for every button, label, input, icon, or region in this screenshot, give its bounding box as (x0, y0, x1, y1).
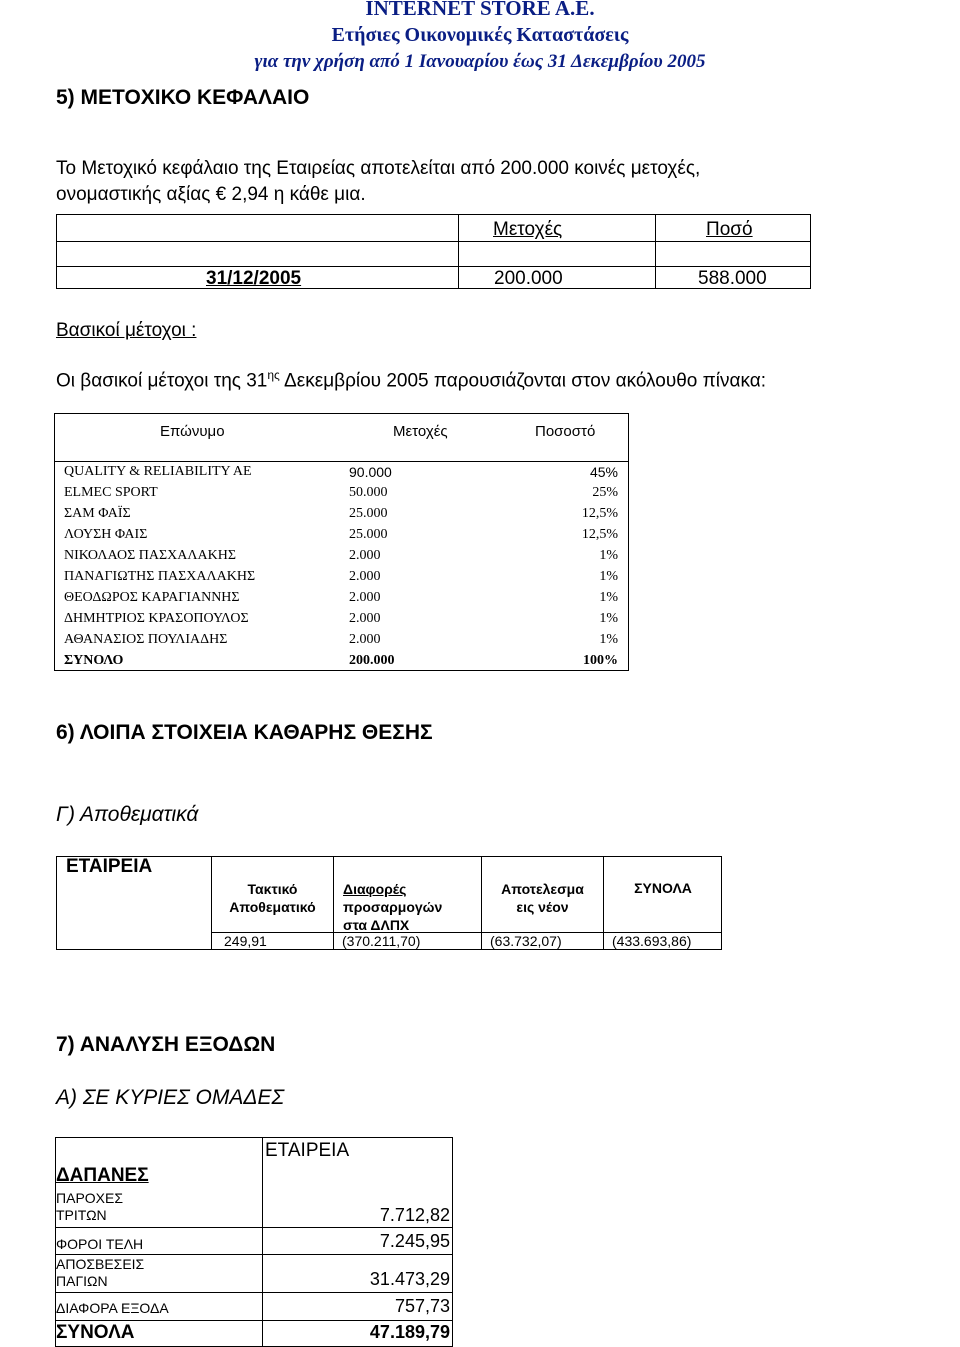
shareholders-intro-sup: ης (267, 368, 280, 382)
shareholder-shares: 2.000 (349, 611, 381, 626)
expense-label (56, 1236, 143, 1253)
shareholder-name: ΠΑΝΑΓΙΩΤΗΣ ΠΑΣΧΑΛΑΚΗΣ (64, 569, 256, 584)
expense-label-line1: ΦΟΡΟΙ ΤΕΛΗ (56, 1236, 144, 1252)
section-7-subtitle: Α) ΣΕ ΚΥΡΙΕΣ ΟΜΑΔΕΣ (56, 1086, 285, 1109)
reserves-col-total: ΣΥΝΟΛΑ (634, 880, 692, 896)
shareholder-percent: 1% (599, 590, 618, 605)
capital-paragraph-line2: ονομαστικής αξίας € 2,94 η κάθε μια. (56, 184, 366, 205)
table-row (56, 504, 628, 525)
expense-label (56, 1190, 123, 1224)
expense-label-line1: ΔΙΑΦΟΡΑ ΕΞΟΔΑ (56, 1300, 169, 1316)
shareholder-percent: 1% (599, 569, 618, 584)
shareholders-total-row (56, 651, 628, 672)
reserves-col-ifrs-line1: Διαφορές (343, 881, 407, 897)
reserves-entity: ΕΤΑΙΡΕΙΑ (66, 856, 153, 877)
table-row (56, 525, 628, 546)
table-row (56, 462, 628, 483)
reserves-col-ifrs-line2: προσαρμογών (343, 899, 443, 915)
shareholder-percent: 1% (599, 632, 618, 647)
table-row (56, 567, 628, 588)
reserves-value-retained: (63.732,07) (490, 933, 562, 949)
shareholder-percent: 12,5% (581, 506, 618, 521)
main-shareholders-label: Βασικοί μέτοχοι : (56, 320, 197, 341)
expenses-total-label: ΣΥΝΟΛΑ (56, 1322, 135, 1343)
total-shares: 200.000 (349, 653, 395, 668)
section-5-title: 5) ΜΕΤΟΧΙΚΟ ΚΕΦΑΛΑΙΟ (56, 86, 310, 109)
capital-amount-value: 588.000 (698, 268, 767, 289)
shareholders-intro-a: Οι βασικοί μέτοχοι της 31 (56, 370, 268, 392)
expense-label-line2: ΠΑΓΙΩΝ (56, 1273, 108, 1289)
shareholder-name: ELMEC SPORT (64, 485, 158, 500)
table-row (56, 546, 628, 567)
total-label: ΣΥΝΟΛΟ (64, 653, 124, 668)
capital-shares-value: 200.000 (494, 268, 563, 289)
shareholder-name: ΑΘΑΝΑΣΙΟΣ ΠΟΥΛΙΑΔΗΣ (64, 632, 228, 647)
expenses-entity: ΕΤΑΙΡΕΙΑ (265, 1140, 350, 1161)
table-row (56, 630, 628, 651)
shareholders-col-percent: Ποσοστό (535, 423, 596, 440)
expense-value: 31.473,29 (369, 1269, 450, 1289)
shareholder-shares: 2.000 (349, 590, 381, 605)
shareholder-name: ΝΙΚΟΛΑΟΣ ΠΑΣΧΑΛΑΚΗΣ (64, 548, 237, 563)
company-name: INTERNET STORE A.E. (365, 0, 595, 20)
section-6-subtitle: Γ) Αποθεματικά (56, 803, 199, 826)
reserves-value-ordinary: 249,91 (224, 933, 267, 949)
shareholder-shares: 2.000 (349, 569, 381, 584)
expense-label (56, 1256, 144, 1290)
shareholder-shares: 90.000 (349, 464, 392, 480)
capital-date: 31/12/2005 (206, 268, 302, 289)
expenses-header: ΔΑΠΑΝΕΣ (56, 1165, 149, 1186)
table-row (56, 588, 628, 609)
report-period: για την χρήση από 1 Ιανουαρίου έως 31 Δεκεμβρίου 2005 (254, 51, 706, 72)
table-row (56, 609, 628, 630)
shareholders-col-name: Επώνυμο (160, 423, 225, 440)
shareholder-shares: 25.000 (349, 527, 388, 542)
shareholder-shares: 2.000 (349, 632, 381, 647)
shareholder-shares: 2.000 (349, 548, 381, 563)
reserves-col-ordinary-line1: Τακτικό (247, 881, 298, 897)
shareholders-col-shares: Μετοχές (393, 423, 448, 440)
shareholder-percent: 25% (592, 485, 618, 500)
capital-col-amount: Ποσό (706, 219, 753, 240)
shareholder-percent: 45% (589, 464, 618, 480)
section-7-title: 7) ΑΝΑΛΥΣΗ ΕΞΟΔΩΝ (56, 1033, 276, 1056)
capital-col-shares: Μετοχές (493, 219, 563, 240)
shareholder-percent: 1% (599, 611, 618, 626)
shareholders-intro-b: Δεκεμβρίου 2005 παρουσιάζονται στον ακόλουθο πίνακα: (279, 370, 766, 392)
table-row (56, 483, 628, 504)
report-subtitle: Ετήσιες Οικονομικές Καταστάσεις (331, 24, 629, 46)
total-percent: 100% (583, 653, 618, 668)
reserves-value-total: (433.693,86) (612, 933, 692, 949)
expense-label (56, 1300, 169, 1317)
expense-label-line2: ΤΡΙΤΩΝ (56, 1207, 107, 1223)
expense-value: 757,73 (394, 1296, 450, 1316)
shareholder-name: ΛΟΥΣΗ ΦΑΙΣ (64, 527, 148, 542)
shareholder-percent: 12,5% (581, 527, 618, 542)
expense-label-line1: ΠΑΡΟΧΕΣ (56, 1190, 124, 1206)
section-6-title: 6) ΛΟΙΠΑ ΣΤΟΙΧΕΙΑ ΚΑΘΑΡΗΣ ΘΕΣΗΣ (56, 721, 433, 744)
shareholder-name: QUALITY & RELIABILITY AE (64, 464, 252, 479)
reserves-col-ifrs-line3: στα ΔΛΠΧ (343, 917, 410, 933)
shareholders-intro (56, 368, 766, 392)
reserves-col-ordinary (212, 880, 333, 916)
capital-paragraph-line1: Το Μετοχικό κεφάλαιο της Εταιρείας αποτελείται από 200.000 κοινές μετοχές, (56, 158, 701, 179)
reserves-col-retained-line1: Αποτελεσμα (501, 881, 584, 897)
shareholder-name: ΣΑΜ ΦΑΪΣ (64, 506, 131, 521)
shareholder-shares: 25.000 (349, 506, 388, 521)
shareholder-name: ΘΕΟΔΩΡΟΣ ΚΑΡΑΓΙΑΝΝΗΣ (64, 590, 240, 605)
shareholder-name: ΔΗΜΗΤΡΙΟΣ ΚΡΑΣΟΠΟΥΛΟΣ (64, 611, 249, 626)
reserves-value-ifrs: (370.211,70) (342, 933, 421, 949)
expense-label-line1: ΑΠΟΣΒΕΣΕΙΣ (56, 1256, 145, 1272)
shareholder-shares: 50.000 (349, 485, 388, 500)
reserves-col-retained (482, 880, 603, 916)
reserves-col-ordinary-line2: Αποθεματικό (229, 899, 316, 915)
reserves-col-ifrs (343, 880, 442, 934)
expense-value: 7.712,82 (379, 1205, 450, 1225)
expense-value: 7.245,95 (379, 1231, 450, 1251)
expenses-total-value: 47.189,79 (369, 1322, 450, 1342)
shareholder-percent: 1% (599, 548, 618, 563)
reserves-col-retained-line2: εις νέον (516, 899, 569, 915)
